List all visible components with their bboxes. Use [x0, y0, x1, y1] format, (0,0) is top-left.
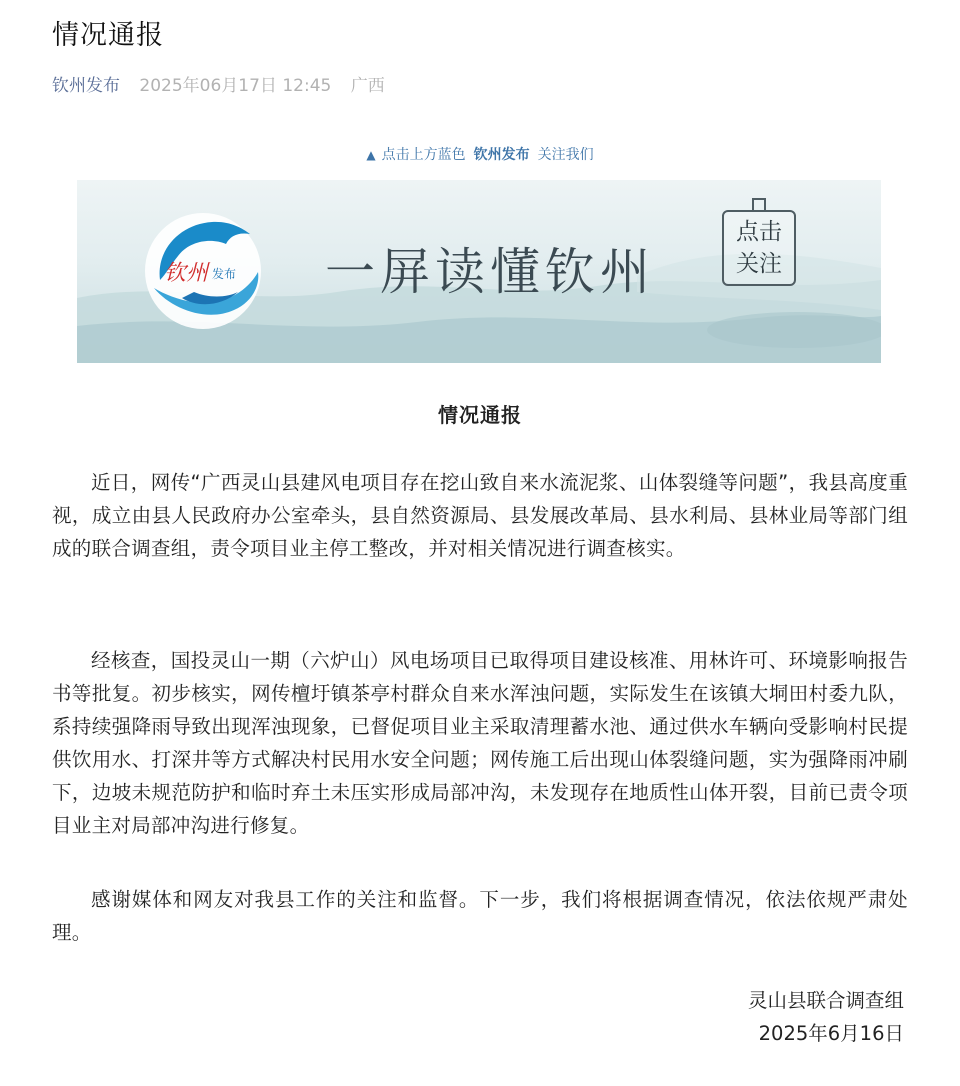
- article-paragraph-1: 近日，网传“广西灵山县建风电项目存在挖山致自来水流泥浆、山体裂缝等问题”，我县高度重视，成立由县人民政府办公室牵头，县自然资源局、县发展改革局、县水利局、县林业局等部门组成的联合调查组，责令项目业主停工整改，并对相关情况进行调查核实。: [52, 471, 908, 560]
- publish-location: 广西: [350, 76, 385, 96]
- account-name-link[interactable]: 钦州发布: [52, 76, 120, 96]
- article-paragraph-3: 感谢媒体和网友对我县工作的关注和监督。下一步，我们将根据调查情况，依法依规严肃处理。: [52, 888, 908, 944]
- page-title: 情况通报: [52, 20, 164, 51]
- banner-slogan: 一屏读懂钦州: [325, 243, 655, 301]
- follow-tip-prefix: 点击上方蓝色: [381, 147, 466, 163]
- signature-org: 灵山县联合调查组: [747, 989, 904, 1012]
- publish-datetime: 2025年06月17日 12:45: [139, 76, 332, 96]
- svg-text:发布: 发布: [212, 267, 237, 281]
- follow-tip-suffix: 关注我们: [537, 147, 594, 163]
- follow-tip-account[interactable]: 钦州发布: [473, 147, 530, 163]
- svg-text:钦州: 钦州: [164, 260, 209, 285]
- qinzhou-dolphin-logo: [142, 210, 264, 332]
- follow-button-line1: 点击: [736, 219, 782, 245]
- article-paragraph-2: 经核查，国投灵山一期（六炉山）风电场项目已取得项目建设核准、用林许可、环境影响报告书等批复。初步核实，网传檀圩镇茶亭村群众自来水浑浊问题，实际发生在该镇大垌田村委九队，系持续强降雨导致出现浑浊现象，已督促项目业主采取清理蓄水池、通过供水车辆向受影响村民提供饮用水、打深井等方式解决村民用水安全问题；网传施工后出现山体裂缝问题，实为强降雨冲刷下，边坡未规范防护和临时弃土未压实形成局部冲沟，未发现存在地质性山体开裂，目前已责令项目业主对局部冲沟进行修复。: [52, 649, 908, 837]
- follow-box-tab: [752, 198, 766, 212]
- follow-tip: [0, 145, 960, 165]
- follow-button[interactable]: [722, 210, 796, 286]
- signature-date: 2025年6月16日: [758, 1022, 904, 1045]
- header-banner[interactable]: [77, 180, 881, 363]
- signature-block: [748, 984, 904, 1050]
- follow-button-line2: 关注: [736, 251, 782, 277]
- triangle-up-icon: ▲: [366, 148, 376, 162]
- article-title: 情况通报: [438, 403, 522, 427]
- article-meta: [52, 72, 385, 100]
